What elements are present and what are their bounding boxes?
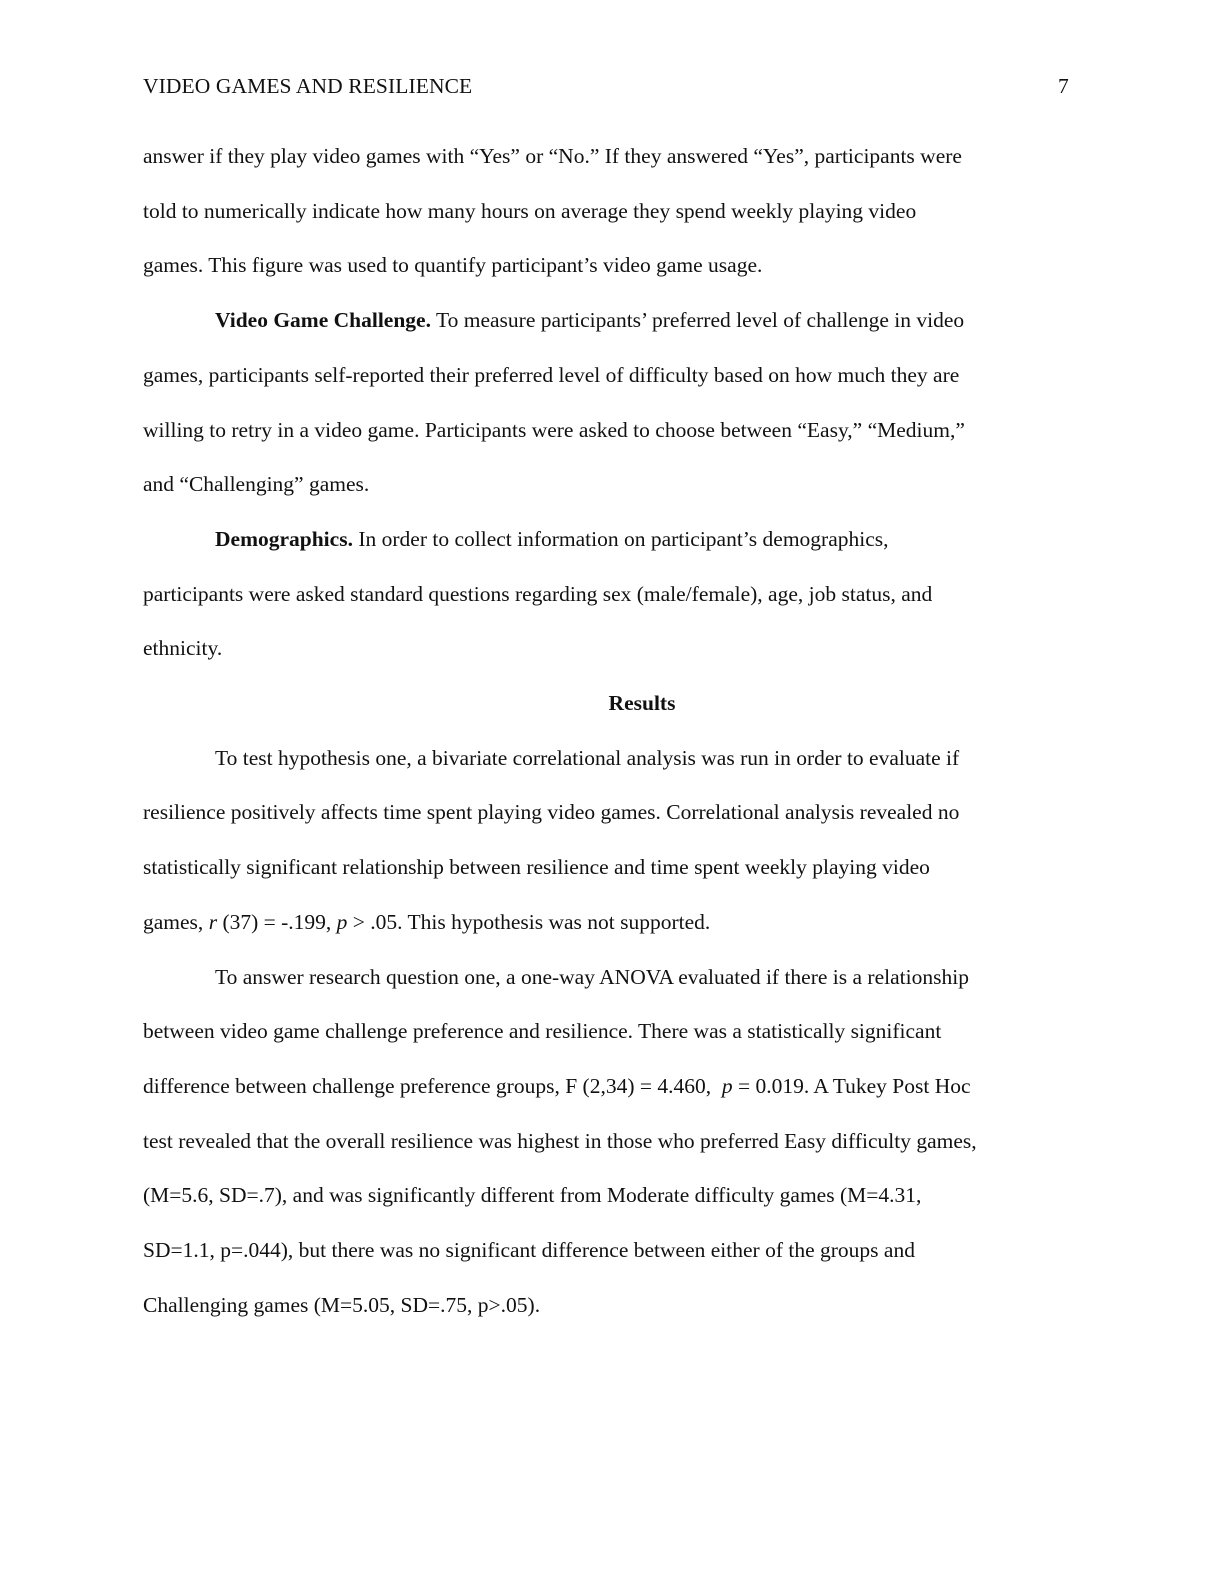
stat-symbol-p: p <box>721 1073 733 1098</box>
text-line <box>143 895 1073 950</box>
stat-symbol-p: p <box>336 909 348 934</box>
text-line: In order to collect information on participant’s demographics, <box>352 526 889 551</box>
page-body <box>143 129 1073 1332</box>
text-line: SD=1.1, p=.044), but there was no significant difference between either of the groups and <box>143 1238 915 1263</box>
section-heading-results: Results <box>608 691 676 716</box>
text-fragment: (37) = -.199, <box>217 909 337 934</box>
text-line: statistically significant relationship between resilience and time spent weekly playing video <box>143 855 930 880</box>
text-line <box>143 1059 1073 1114</box>
page-number: 7 <box>1058 74 1069 98</box>
paragraph-video-game-usage <box>143 129 1073 293</box>
text-line: To measure participants’ preferred level of challenge in video <box>430 308 965 333</box>
text-line: To answer research question one, a one-way ANOVA evaluated if there is a relationship <box>215 964 969 989</box>
text-line: resilience positively affects time spent playing video games. Correlational analysis revealed no <box>143 800 960 825</box>
paragraph-hypothesis-one <box>143 731 1073 950</box>
paragraph-heading: Demographics. <box>215 526 353 551</box>
text-fragment: difference between challenge preference groups, F (2,34) = 4.460, <box>143 1073 722 1098</box>
text-line: willing to retry in a video game. Participants were asked to choose between “Easy,” “Medium,” <box>143 417 965 442</box>
text-fragment: > .05. This hypothesis was not supported. <box>347 909 711 934</box>
text-line: and “Challenging” games. <box>143 472 370 497</box>
paragraph-heading: Video Game Challenge. <box>215 308 431 333</box>
text-line: Challenging games (M=5.05, SD=.75, p>.05). <box>143 1292 541 1317</box>
stat-symbol-r: r <box>208 909 218 934</box>
text-fragment: games, <box>143 909 209 934</box>
text-fragment: = 0.019. A Tukey Post Hoc <box>732 1073 971 1098</box>
text-line: ethnicity. <box>143 636 223 661</box>
text-line: participants were asked standard questions regarding sex (male/female), age, job status, and <box>143 581 933 606</box>
paragraph-research-question-one <box>143 950 1073 1333</box>
text-line: between video game challenge preference and resilience. There was a statistically significant <box>143 1019 942 1044</box>
running-head: VIDEO GAMES AND RESILIENCE <box>143 74 473 98</box>
text-line: told to numerically indicate how many hours on average they spend weekly playing video <box>143 198 917 223</box>
text-line: answer if they play video games with “Yes” or “No.” If they answered “Yes”, participants were <box>143 144 962 168</box>
text-line: games, participants self-reported their preferred level of difficulty based on how much they are <box>143 362 960 387</box>
text-line: games. This figure was used to quantify participant’s video game usage. <box>143 253 763 278</box>
paragraph-demographics <box>143 512 1073 676</box>
paragraph-video-game-challenge <box>143 293 1073 512</box>
text-line: To test hypothesis one, a bivariate correlational analysis was run in order to evaluate if <box>215 745 960 770</box>
text-line: test revealed that the overall resilience was highest in those who preferred Easy difficulty games, <box>143 1128 977 1153</box>
text-line: (M=5.6, SD=.7), and was significantly different from Moderate difficulty games (M=4.31, <box>143 1183 922 1208</box>
